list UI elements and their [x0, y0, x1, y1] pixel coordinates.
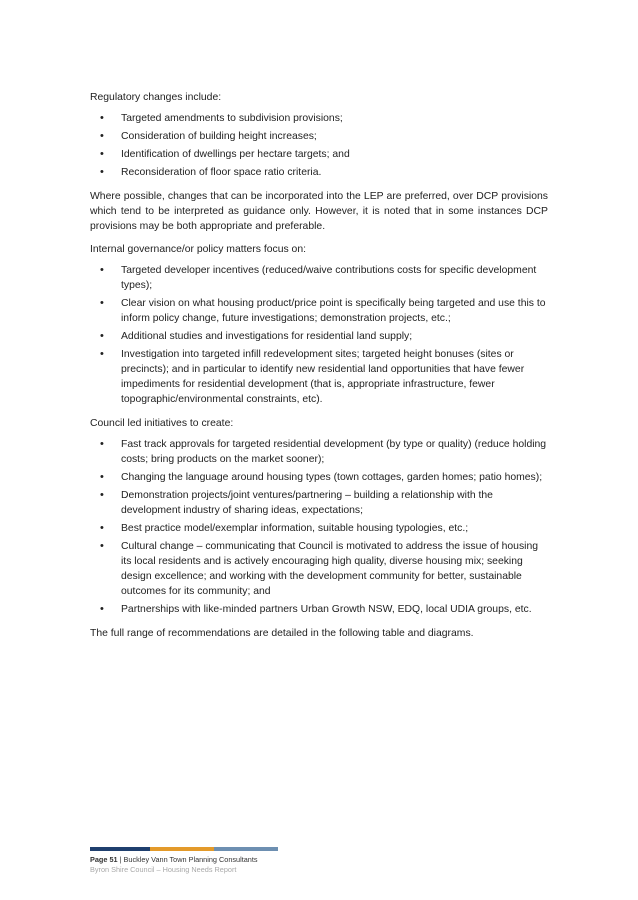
company-name: Buckley Vann Town Planning Consultants: [123, 855, 258, 864]
footer-bar-orange: [150, 847, 214, 851]
footer-bar-navy: [90, 847, 150, 851]
page-content: [90, 90, 548, 649]
footer-bar-blue: [214, 847, 278, 851]
footer-separator: |: [117, 855, 124, 864]
lep-dcp-paragraph: Where possible, changes that can be incorporated into the LEP are preferred, over DCP provisions which tend to be interpreted as guidance only. However, it is noted that in some instances DCP provisions may be both appropriate and preferable.: [90, 191, 548, 232]
council-initiatives-list: [90, 437, 548, 617]
page-footer: [90, 847, 390, 875]
list-item: • Partnerships with like-minded partners Urban Growth NSW, EDQ, local UDIA groups, etc.: [90, 602, 548, 617]
governance-intro: Internal governance/or policy matters focus on:: [90, 244, 307, 255]
regulatory-intro: Regulatory changes include:: [90, 92, 222, 103]
report-title: Byron Shire Council – Housing Needs Report: [90, 865, 237, 874]
footer-color-bar: [90, 847, 278, 851]
list-item: • Cultural change – communicating that Council is motivated to address the issue of housing its local residents and is actively encouraging high quality, diverse housing mix; seeking design excellence; and working with the development community for better, sustainable outcomes for its community; and: [90, 539, 548, 599]
closing-paragraph: The full range of recommendations are detailed in the following table and diagrams.: [90, 628, 474, 639]
list-item: • Fast track approvals for targeted residential development (by type or quality) (reduce holding costs; bring products on the market sooner);: [90, 437, 548, 467]
footer-page-line: [90, 855, 390, 865]
list-item: • Additional studies and investigations for residential land supply;: [90, 329, 548, 344]
list-item: • Reconsideration of floor space ratio criteria.: [90, 165, 548, 180]
regulatory-list: [90, 111, 548, 180]
list-item: • Investigation into targeted infill redevelopment sites; targeted height bonuses (sites or precincts); and in particular to identify new residential land opportunities that have fewer impediments for residential development (that is, appropriate infrastructure, fewer topographic/environmental constraints, etc).: [90, 347, 548, 407]
list-item: • Targeted developer incentives (reduced/waive contributions costs for specific development types);: [90, 263, 548, 293]
page-number: Page 51: [90, 855, 118, 864]
governance-list: [90, 263, 548, 407]
list-item: • Demonstration projects/joint ventures/partnering – building a relationship with the development industry of sharing ideas, expectations;: [90, 488, 548, 518]
list-item: • Clear vision on what housing product/price point is specifically being targeted and use this to inform policy change, future investigations; demonstration projects, etc.;: [90, 296, 548, 326]
list-item: • Best practice model/exemplar information, suitable housing typologies, etc.;: [90, 521, 548, 536]
list-item: • Changing the language around housing types (town cottages, garden homes; patio homes);: [90, 470, 548, 485]
list-item: • Consideration of building height increases;: [90, 129, 548, 144]
council-initiatives-intro: Council led initiatives to create:: [90, 418, 234, 429]
list-item: • Identification of dwellings per hectare targets; and: [90, 147, 548, 162]
list-item: • Targeted amendments to subdivision provisions;: [90, 111, 548, 126]
